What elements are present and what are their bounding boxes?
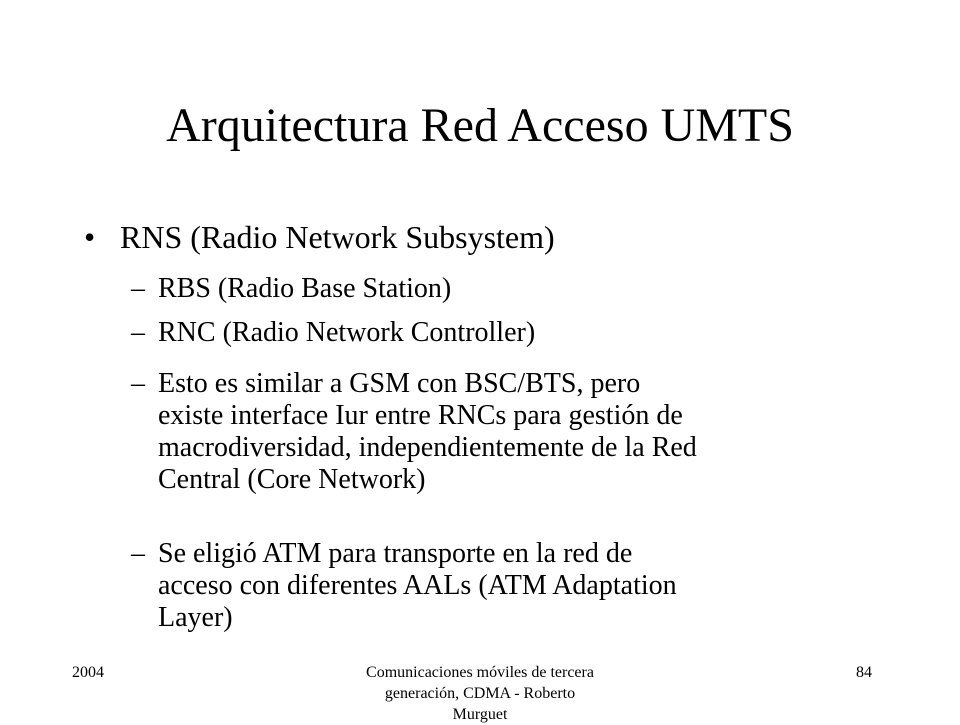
dash-marker: – <box>131 368 145 399</box>
footer-course-line: Comunicaciones móviles de tercera <box>366 664 594 681</box>
subbullet-line: RBS (Radio Base Station) <box>158 273 452 304</box>
dash-marker: – <box>131 273 145 304</box>
footer-course-title <box>330 662 630 725</box>
subbullet-line: Central (Core Network) <box>158 464 426 495</box>
subbullet-line: existe interface Iur entre RNCs para gestión de <box>158 400 683 431</box>
footer-course-line: generación, CDMA - Roberto <box>384 685 576 702</box>
dash-marker: – <box>131 317 145 348</box>
subbullet-gsm-comparison <box>131 368 891 496</box>
dash-marker: – <box>131 538 145 569</box>
subbullet-line: Layer) <box>158 602 233 633</box>
subbullet-line: Esto es similar a GSM con BSC/BTS, pero <box>158 368 641 399</box>
subbullet-rbs <box>131 273 891 305</box>
footer-year: 2004 <box>72 664 104 681</box>
subbullet-line: acceso con diferentes AALs (ATM Adaptation <box>158 570 677 601</box>
slide-title: Arquitectura Red Acceso UMTS <box>166 99 794 152</box>
footer-course-line: Murguet <box>452 706 508 723</box>
bullet-text: RNS (Radio Network Subsystem) <box>120 219 555 255</box>
subbullet-atm <box>131 538 891 634</box>
subbullet-line: Se eligió ATM para transporte en la red de <box>158 538 633 569</box>
bullet-marker: • <box>84 219 96 255</box>
subbullet-rnc <box>131 317 891 349</box>
subbullet-line: macrodiversidad, independientemente de la Red <box>158 432 697 463</box>
subbullet-line: RNC (Radio Network Controller) <box>158 317 536 348</box>
footer-page-number: 84 <box>856 664 872 681</box>
